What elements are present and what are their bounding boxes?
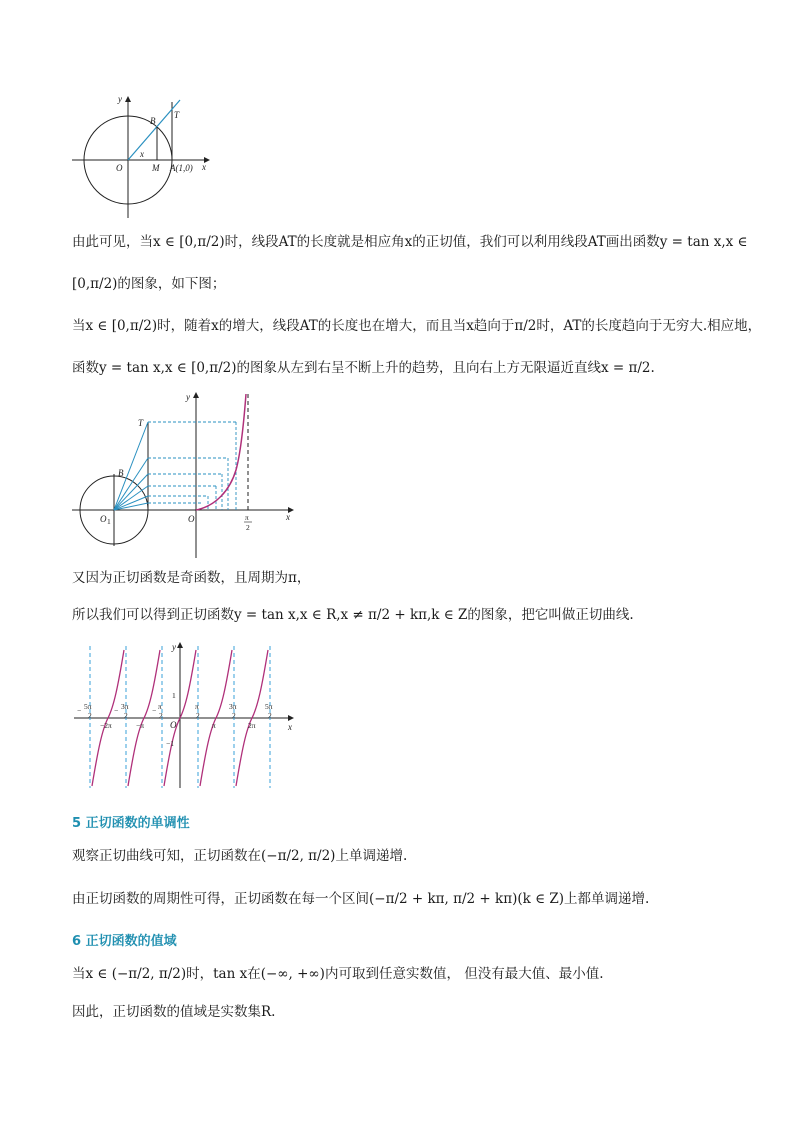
fig3-tick-neg5pi2: 5π <box>84 702 92 711</box>
fig2-o1-subscript: 1 <box>107 517 111 526</box>
fig3-minus-pi: − <box>152 706 157 715</box>
fig3-tick-pi2: π <box>195 702 199 711</box>
fig3-tick-negpi2-den: 2 <box>159 711 163 720</box>
fig3-tick-2pi: 2π <box>248 721 256 730</box>
paragraph-5: 所以我们可以得到正切函数y = tan x,x ∈ R,x ≠ π/2 + kπ,k ∈ Z的图象，把它叫做正切曲线. <box>72 607 634 623</box>
fig1-origin-label: O <box>116 163 123 173</box>
fig1-b-label: B <box>150 116 156 126</box>
fig3-tick-5pi2: 5π <box>265 702 273 711</box>
tangent-construction-figure <box>70 390 300 560</box>
fig3-tick-neg3pi2-den: 2 <box>124 711 128 720</box>
paragraph-1b: [0,π/2)的图象，如下图； <box>72 276 226 292</box>
paragraph-6: 观察正切曲线可知，正切函数在(−π/2, π/2)上单调递增. <box>72 848 408 864</box>
tan-curve <box>196 394 246 510</box>
projection-lines <box>148 422 236 510</box>
paragraph-9: 因此，正切函数的值域是实数集R. <box>72 1004 276 1020</box>
fig3-tick-3pi2-den: 2 <box>232 711 236 720</box>
fig3-tick-pi: π <box>212 721 216 730</box>
fig2-b-label: B <box>118 468 124 478</box>
fig1-t-label: T <box>174 110 180 120</box>
fig2-o1-label: O <box>100 514 107 524</box>
fig1-m-label: M <box>152 163 160 173</box>
fig2-2-label: 2 <box>246 523 250 532</box>
fig3-y-label: y <box>172 642 176 652</box>
paragraph-3: 函数y = tan x,x ∈ [0,π/2)的图象从左到右呈不断上升的趋势，且向右上方无限逼近直线x = π/2. <box>72 360 655 376</box>
paragraph-2: 当x ∈ [0,π/2)时，随着x的增大，线段AT的长度也在增大，而且当x趋向于π/2时，AT的长度趋向于无穷大.相应地， <box>72 318 762 334</box>
fig3-tick-1: 1 <box>172 691 176 700</box>
paragraph-4: 又因为正切函数是奇函数，且周期为π， <box>72 570 311 586</box>
fig3-tick-neg1: −1 <box>166 739 174 748</box>
fig3-minus-5pi: − <box>77 706 82 715</box>
y-axis-arrow <box>177 642 183 648</box>
x-axis-arrow <box>288 715 294 721</box>
section-heading-5: 5 正切函数的单调性 <box>72 816 190 831</box>
fig3-tick-negpi2: π <box>158 702 162 711</box>
paragraph-8: 当x ∈ (−π/2, π/2)时，tan x在(−∞, +∞)内可取到任意实数值， 但没有最大值、最小值. <box>72 966 604 982</box>
fig1-y-label: y <box>118 94 122 104</box>
fig3-tick-neg3pi2: 3π <box>121 702 129 711</box>
fig2-y-label: y <box>186 392 190 402</box>
paragraph-1: 由此可见，当x ∈ [0,π/2)时，线段AT的长度就是相应角x的正切值，我们可以利用线段AT画出函数y = tan x,x ∈ <box>72 234 748 250</box>
fig3-origin-label: O <box>170 720 177 730</box>
fig3-x-label: x <box>288 722 292 732</box>
y-axis-arrow <box>193 392 199 398</box>
section-heading-6: 6 正切函数的值域 <box>72 934 177 949</box>
fig3-minus-3pi: − <box>114 706 119 715</box>
fig2-o-label: O <box>188 514 195 524</box>
fig3-tick-neg2pi: −2π <box>100 721 112 730</box>
fig1-x-label: x <box>202 162 206 172</box>
angle-rays <box>114 422 148 510</box>
fig3-tick-pi2-den: 2 <box>196 711 200 720</box>
fig2-x-label: x <box>286 512 290 522</box>
unit-circle-figure <box>70 90 220 220</box>
fig3-tick-5pi2-den: 2 <box>268 711 272 720</box>
y-axis-arrow <box>125 96 131 102</box>
fig2-pi-label: π <box>245 513 249 522</box>
fig1-angle-label: x <box>140 149 144 159</box>
fig2-t-label: T <box>138 418 144 428</box>
fig1-a-label: A(1,0) <box>170 163 193 173</box>
fig3-tick-3pi2: 3π <box>229 702 237 711</box>
fig3-tick-neg5pi2-den: 2 <box>88 711 92 720</box>
fig3-tick-negpi: −π <box>136 721 145 730</box>
tangent-curve-figure <box>72 640 302 790</box>
paragraph-7: 由正切函数的周期性可得，正切函数在每一个区间(−π/2 + kπ, π/2 + kπ)(k ∈ Z)上都单调递增. <box>72 891 650 907</box>
